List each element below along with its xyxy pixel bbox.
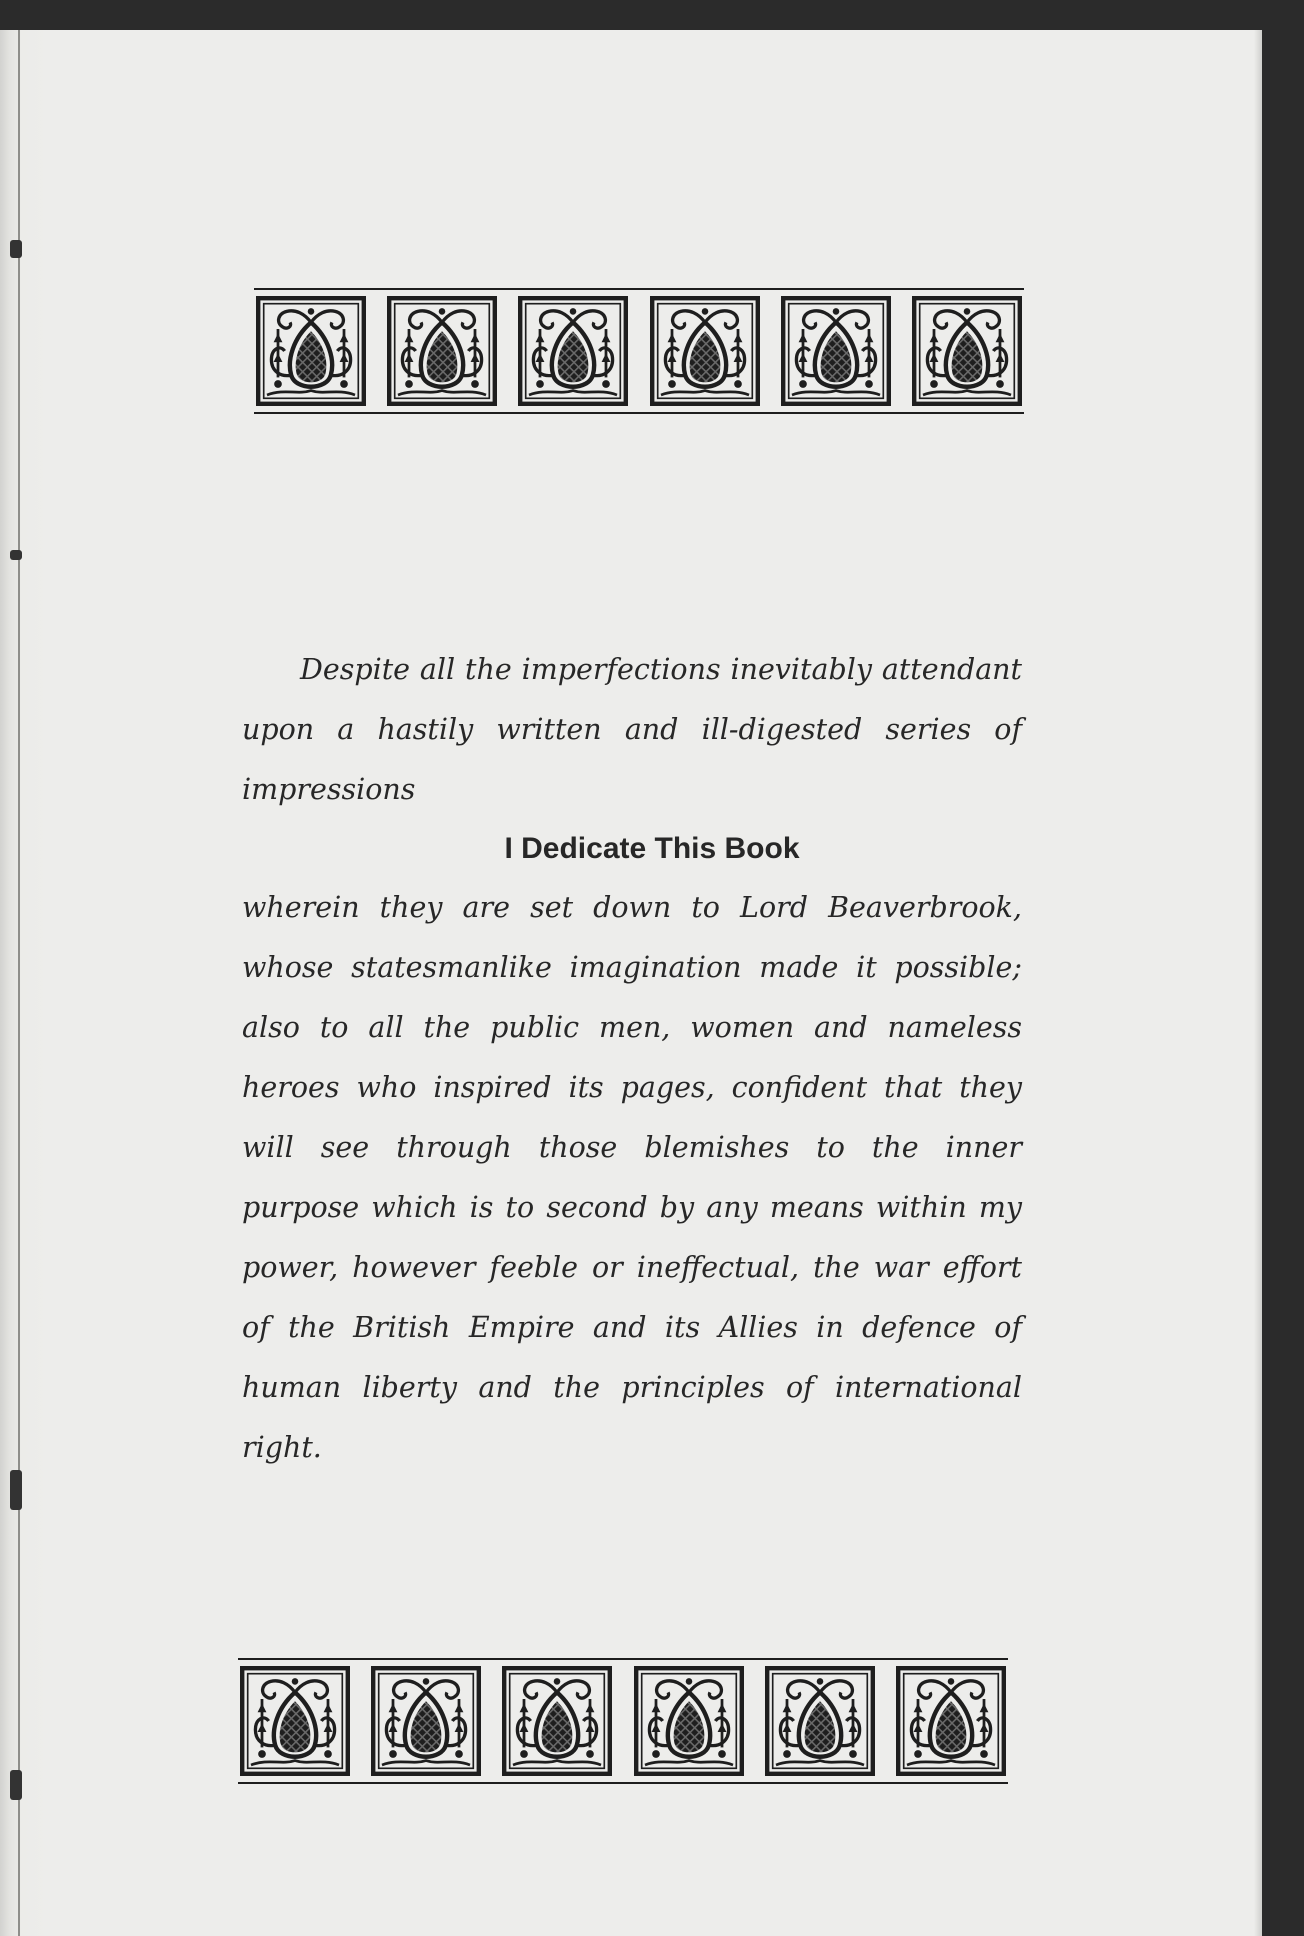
ornament-tiles [254, 296, 1024, 406]
dedication-body: wherein they are set down to Lord Beaverbrook, whose statesmanlike imagination made it possible; also to all the public men, women and nameless heroes who inspired its pages, confident that they will see through those blemishes to the inner purpose which is to second by any means within my power, however feeble or ineffectual, the war effort of the British Empire and its Allies in defence of human liberty and the principles of international right. [242, 891, 1022, 1464]
binding-stitch [10, 1770, 22, 1800]
scroll-urn-ornament-icon [763, 1666, 877, 1776]
scroll-urn-ornament-icon [648, 296, 762, 406]
dedication-opening: Despite all the imperfections inevitably attendant upon a hastily written and ill-digested series of impressions [242, 653, 1022, 806]
binding-thread [18, 30, 20, 1936]
border-rule [238, 1658, 1008, 1660]
scroll-urn-ornament-icon [894, 1666, 1008, 1776]
top-ornamental-border [254, 288, 1024, 414]
page-binding [0, 30, 48, 1936]
scroll-urn-ornament-icon [385, 296, 499, 406]
binding-stitch [10, 550, 22, 560]
page-edge-shadow [1254, 30, 1262, 1936]
scroll-urn-ornament-icon [910, 296, 1024, 406]
binding-stitch [10, 240, 22, 258]
scroll-urn-ornament-icon [500, 1666, 614, 1776]
border-rule [254, 288, 1024, 290]
ornament-tiles [238, 1666, 1008, 1776]
dedication-text [242, 640, 1022, 1478]
border-rule [254, 412, 1024, 414]
dedication-heading: I Dedicate This Book [504, 832, 800, 865]
bottom-ornamental-border [238, 1658, 1008, 1784]
scroll-urn-ornament-icon [516, 296, 630, 406]
book-page [0, 30, 1262, 1936]
scroll-urn-ornament-icon [779, 296, 893, 406]
scroll-urn-ornament-icon [238, 1666, 352, 1776]
scroll-urn-ornament-icon [632, 1666, 746, 1776]
scroll-urn-ornament-icon [254, 296, 368, 406]
scroll-urn-ornament-icon [369, 1666, 483, 1776]
binding-stitch [10, 1470, 22, 1510]
border-rule [238, 1782, 1008, 1784]
